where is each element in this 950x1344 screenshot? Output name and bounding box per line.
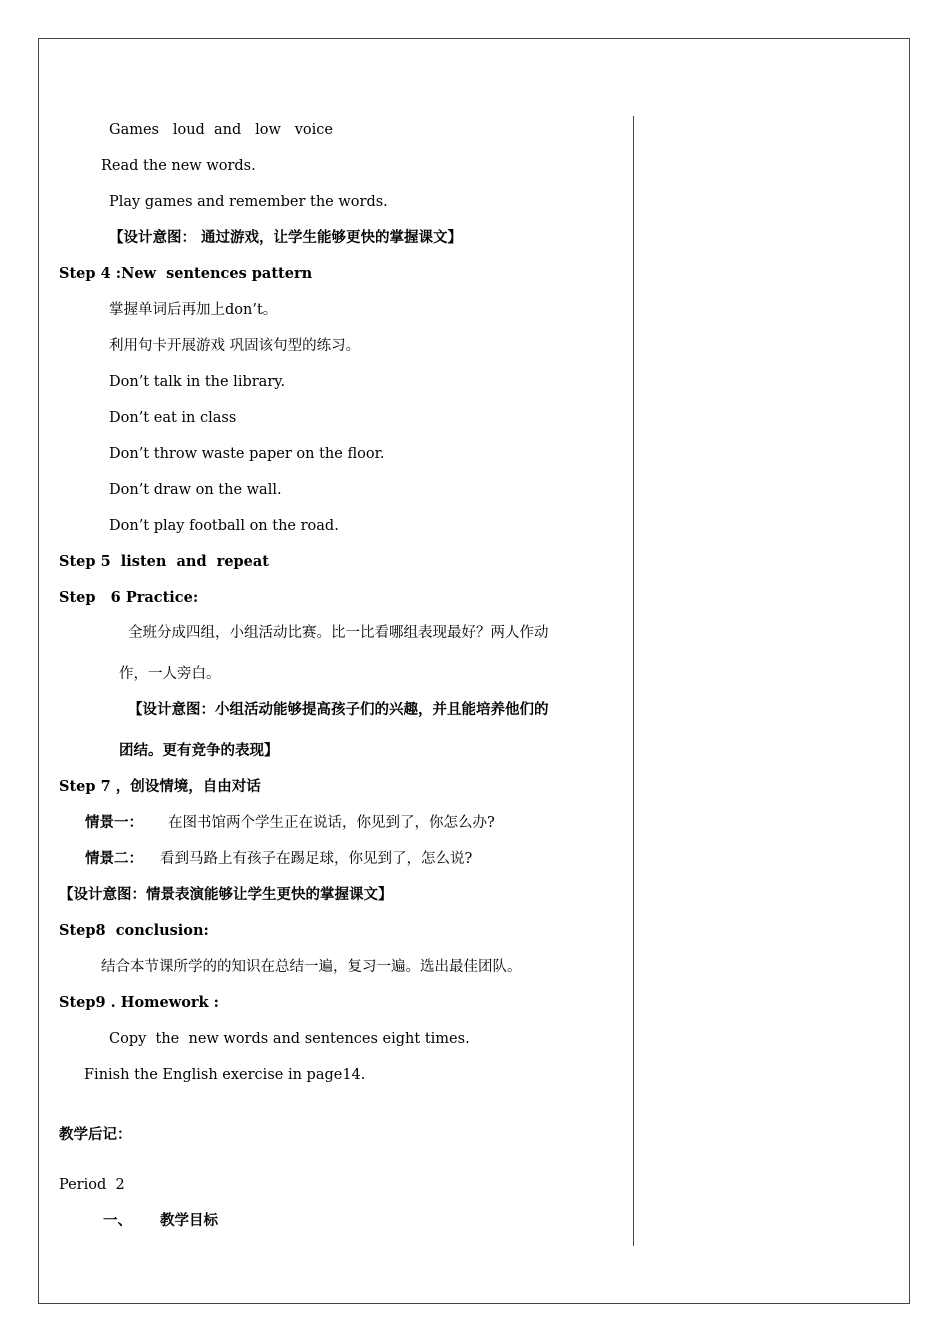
design-intent-3: 【设计意图：情景表演能够让学生更快的掌握课文】 — [59, 886, 393, 903]
design-intent-1: 【设计意图： 通过游戏，让学生能够更快的掌握课文】 — [109, 229, 463, 246]
teaching-notes-heading: 教学后记： — [59, 1126, 132, 1143]
sentence-4: Don’t draw on the wall. — [109, 482, 282, 498]
play-games-line: Play games and remember the words. — [109, 194, 388, 210]
design-intent-2a: 【设计意图：小组活动能够提高孩子们的兴趣，并且能培养他们的 — [128, 701, 549, 718]
step-5-heading: Step 5 listen and repeat — [59, 553, 270, 570]
sentence-1: Don’t talk in the library. — [109, 374, 286, 390]
section-number: 一、 — [103, 1212, 132, 1229]
scenario-1-label: 情景一： — [85, 814, 143, 831]
step-9-heading: Step9 . Homework : — [59, 994, 219, 1011]
teaching-objectives-heading: 教学目标 — [160, 1212, 218, 1229]
period-heading: Period 2 — [59, 1177, 125, 1193]
step-7-heading: Step 7 ，创设情境，自由对话 — [59, 778, 261, 795]
design-intent-2b: 团结。更有竞争的表现】 — [119, 742, 279, 759]
step-6-heading: Step 6 Practice: — [59, 589, 199, 606]
conclusion-text: 结合本节课所学的的知识在总结一遍，复习一遍。选出最佳团队。 — [101, 959, 522, 975]
step-4-heading: Step 4 :New sentences pattern — [59, 265, 313, 282]
practice-text-1: 全班分成四组，小组活动比赛。比一比看哪组表现最好？两人作动 — [128, 625, 549, 641]
step-4-note-1: 掌握单词后再加上don’t。 — [109, 302, 278, 318]
step-4-note-2: 利用句卡开展游戏 巩固该句型的练习。 — [109, 338, 361, 354]
scenario-1-text: 在图书馆两个学生正在说话，你见到了，你怎么办? — [168, 815, 495, 831]
games-line: Games loud and low voice — [109, 122, 333, 138]
sentence-2: Don’t eat in class — [109, 410, 237, 426]
scenario-2-text: 看到马路上有孩子在踢足球，你见到了，怎么说? — [160, 851, 473, 867]
homework-line-2: Finish the English exercise in page14. — [84, 1067, 366, 1083]
read-words-line: Read the new words. — [101, 158, 256, 174]
sentence-5: Don’t play football on the road. — [109, 518, 339, 534]
practice-text-2: 作，一人旁白。 — [119, 666, 221, 682]
column-divider — [633, 116, 634, 1246]
sentence-3: Don’t throw waste paper on the floor. — [109, 446, 385, 462]
homework-line-1: Copy the new words and sentences eight times. — [109, 1031, 470, 1047]
step-8-heading: Step8 conclusion: — [59, 922, 209, 939]
scenario-2-label: 情景二： — [85, 850, 143, 867]
